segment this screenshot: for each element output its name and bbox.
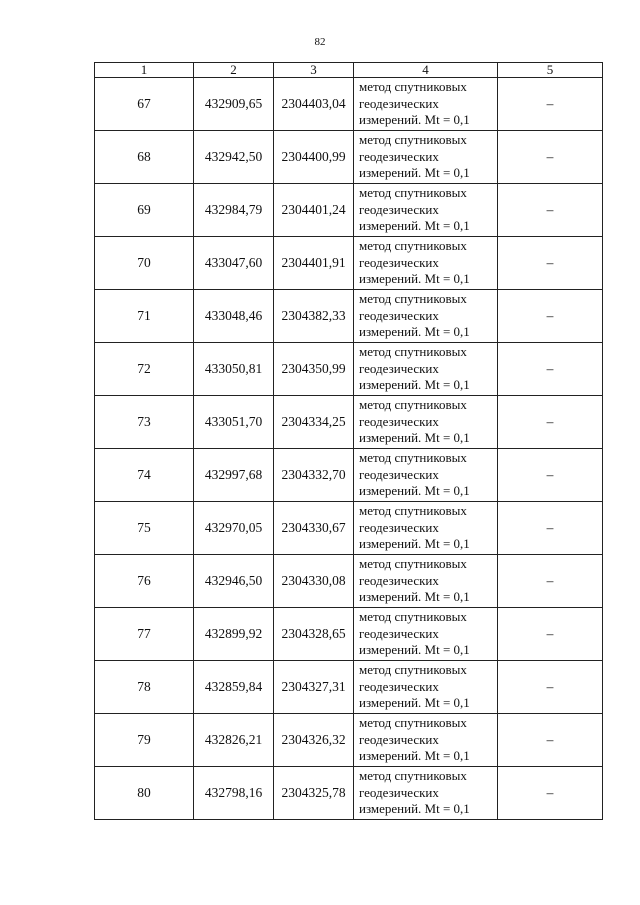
method-line: измерений. Mt = 0,1	[359, 324, 470, 340]
table-row	[95, 343, 603, 396]
point-number-cell: 77	[95, 608, 194, 661]
table-row	[95, 661, 603, 714]
method-line: метод спутниковых	[359, 662, 467, 678]
table-row	[95, 184, 603, 237]
point-number-cell: 79	[95, 714, 194, 767]
method-cell	[354, 396, 498, 449]
method-line: метод спутниковых	[359, 344, 467, 360]
point-number-cell: 80	[95, 767, 194, 820]
method-cell	[354, 131, 498, 184]
note-cell: –	[498, 343, 603, 396]
method-cell	[354, 661, 498, 714]
x-coordinate-cell: 432798,16	[194, 767, 274, 820]
table-row	[95, 131, 603, 184]
y-coordinate-cell: 2304330,67	[274, 502, 354, 555]
point-number-cell: 68	[95, 131, 194, 184]
point-number-cell: 73	[95, 396, 194, 449]
method-line: геодезических	[359, 731, 439, 747]
y-coordinate-cell: 2304326,32	[274, 714, 354, 767]
header-col-5: 5	[498, 63, 603, 78]
header-row	[95, 63, 603, 78]
y-coordinate-cell: 2304334,25	[274, 396, 354, 449]
header-col-2: 2	[194, 63, 274, 78]
y-coordinate-cell: 2304403,04	[274, 78, 354, 131]
x-coordinate-cell: 433047,60	[194, 237, 274, 290]
method-line: метод спутниковых	[359, 450, 467, 466]
method-line: геодезических	[359, 95, 439, 111]
method-line: метод спутниковых	[359, 291, 467, 307]
table-row	[95, 78, 603, 131]
x-coordinate-cell: 432859,84	[194, 661, 274, 714]
y-coordinate-cell: 2304382,33	[274, 290, 354, 343]
method-cell	[354, 78, 498, 131]
method-line: метод спутниковых	[359, 132, 467, 148]
header-col-1: 1	[95, 63, 194, 78]
point-number-cell: 69	[95, 184, 194, 237]
point-number-cell: 70	[95, 237, 194, 290]
method-line: измерений. Mt = 0,1	[359, 801, 470, 817]
x-coordinate-cell: 432997,68	[194, 449, 274, 502]
method-line: измерений. Mt = 0,1	[359, 695, 470, 711]
method-cell	[354, 184, 498, 237]
method-line: геодезических	[359, 307, 439, 323]
method-line: измерений. Mt = 0,1	[359, 748, 470, 764]
note-cell: –	[498, 767, 603, 820]
method-line: измерений. Mt = 0,1	[359, 589, 470, 605]
method-line: геодезических	[359, 360, 439, 376]
method-cell	[354, 237, 498, 290]
y-coordinate-cell: 2304327,31	[274, 661, 354, 714]
y-coordinate-cell: 2304325,78	[274, 767, 354, 820]
method-line: метод спутниковых	[359, 185, 467, 201]
note-cell: –	[498, 237, 603, 290]
point-number-cell: 71	[95, 290, 194, 343]
method-line: метод спутниковых	[359, 79, 467, 95]
method-cell	[354, 290, 498, 343]
point-number-cell: 74	[95, 449, 194, 502]
method-line: геодезических	[359, 201, 439, 217]
method-cell	[354, 714, 498, 767]
method-line: геодезических	[359, 254, 439, 270]
method-cell	[354, 555, 498, 608]
table-row	[95, 555, 603, 608]
x-coordinate-cell: 432942,50	[194, 131, 274, 184]
method-line: метод спутниковых	[359, 397, 467, 413]
method-line: геодезических	[359, 519, 439, 535]
y-coordinate-cell: 2304328,65	[274, 608, 354, 661]
method-line: измерений. Mt = 0,1	[359, 271, 470, 287]
method-line: метод спутниковых	[359, 238, 467, 254]
method-line: измерений. Mt = 0,1	[359, 642, 470, 658]
method-cell	[354, 767, 498, 820]
table-row	[95, 290, 603, 343]
coordinates-table	[94, 62, 603, 820]
note-cell: –	[498, 184, 603, 237]
note-cell: –	[498, 608, 603, 661]
method-line: геодезических	[359, 678, 439, 694]
note-cell: –	[498, 396, 603, 449]
method-cell	[354, 343, 498, 396]
note-cell: –	[498, 555, 603, 608]
method-line: измерений. Mt = 0,1	[359, 112, 470, 128]
table-row	[95, 608, 603, 661]
method-line: метод спутниковых	[359, 715, 467, 731]
point-number-cell: 76	[95, 555, 194, 608]
table-row	[95, 396, 603, 449]
method-line: метод спутниковых	[359, 503, 467, 519]
note-cell: –	[498, 502, 603, 555]
x-coordinate-cell: 432909,65	[194, 78, 274, 131]
y-coordinate-cell: 2304332,70	[274, 449, 354, 502]
method-line: геодезических	[359, 572, 439, 588]
point-number-cell: 78	[95, 661, 194, 714]
method-cell	[354, 502, 498, 555]
method-cell	[354, 608, 498, 661]
y-coordinate-cell: 2304330,08	[274, 555, 354, 608]
method-line: геодезических	[359, 148, 439, 164]
table-row	[95, 449, 603, 502]
header-col-4: 4	[354, 63, 498, 78]
method-line: измерений. Mt = 0,1	[359, 165, 470, 181]
note-cell: –	[498, 78, 603, 131]
note-cell: –	[498, 661, 603, 714]
point-number-cell: 67	[95, 78, 194, 131]
x-coordinate-cell: 432970,05	[194, 502, 274, 555]
method-line: геодезических	[359, 413, 439, 429]
x-coordinate-cell: 432946,50	[194, 555, 274, 608]
x-coordinate-cell: 432826,21	[194, 714, 274, 767]
method-line: геодезических	[359, 625, 439, 641]
x-coordinate-cell: 433048,46	[194, 290, 274, 343]
method-cell	[354, 449, 498, 502]
x-coordinate-cell: 433050,81	[194, 343, 274, 396]
note-cell: –	[498, 290, 603, 343]
table-header	[95, 63, 603, 78]
method-line: измерений. Mt = 0,1	[359, 218, 470, 234]
y-coordinate-cell: 2304401,91	[274, 237, 354, 290]
method-line: метод спутниковых	[359, 556, 467, 572]
method-line: измерений. Mt = 0,1	[359, 430, 470, 446]
x-coordinate-cell: 433051,70	[194, 396, 274, 449]
table-row	[95, 237, 603, 290]
y-coordinate-cell: 2304400,99	[274, 131, 354, 184]
method-line: геодезических	[359, 784, 439, 800]
page-number: 82	[314, 36, 326, 48]
x-coordinate-cell: 432984,79	[194, 184, 274, 237]
note-cell: –	[498, 131, 603, 184]
table-row	[95, 714, 603, 767]
point-number-cell: 72	[95, 343, 194, 396]
y-coordinate-cell: 2304350,99	[274, 343, 354, 396]
method-line: метод спутниковых	[359, 609, 467, 625]
table-row	[95, 767, 603, 820]
method-line: измерений. Mt = 0,1	[359, 483, 470, 499]
method-line: геодезических	[359, 466, 439, 482]
note-cell: –	[498, 449, 603, 502]
method-line: метод спутниковых	[359, 768, 467, 784]
note-cell: –	[498, 714, 603, 767]
table-body	[95, 78, 603, 820]
x-coordinate-cell: 432899,92	[194, 608, 274, 661]
method-line: измерений. Mt = 0,1	[359, 377, 470, 393]
point-number-cell: 75	[95, 502, 194, 555]
method-line: измерений. Mt = 0,1	[359, 536, 470, 552]
y-coordinate-cell: 2304401,24	[274, 184, 354, 237]
table-row	[95, 502, 603, 555]
header-col-3: 3	[274, 63, 354, 78]
